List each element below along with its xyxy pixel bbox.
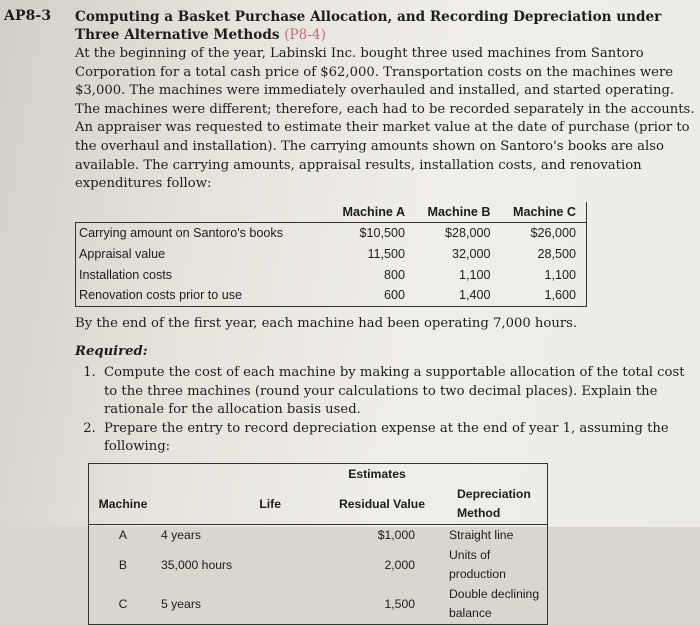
row-label: Installation costs [76, 265, 330, 286]
required-list [75, 364, 695, 457]
row-label: Appraisal value [76, 244, 330, 265]
required-item-2: 2. Prepare the entry to record depreciation expense at the end of year 1, assuming the following: [100, 420, 695, 457]
header-machine: Machine [89, 484, 158, 524]
cell-machine: A [118, 527, 128, 542]
cell-machine-a: 800 [384, 267, 406, 282]
cell-machine-c: 1,100 [501, 265, 587, 286]
cell-life: 4 years [161, 527, 201, 542]
header-machine-a: Machine A [330, 202, 415, 223]
cell-residual: 2,000 [384, 557, 415, 572]
cell-machine-a: $10,500 [359, 226, 406, 241]
header-blank [76, 202, 330, 223]
row-label: Carrying amount on Santoro's books [76, 223, 330, 244]
problem-body: At the beginning of the year, Labinski Inc. bought three used machines from Santoro Corporation for a total cash price of $62,000. Transportation costs on the machines were $3,000. The machines were immediately overhauled and installed, and started operating. The machines were different; therefore, each had to be recorded separately in the accounts. An appraiser was requested to estimate their market value at the date of purchase (prior to the overhaul and installation). The carrying amounts shown on Santoro's books are also available. The carrying amounts, appraisal results, installation costs, and renovation expenditures follow: [75, 46, 695, 192]
cell-machine-b: 1,100 [459, 267, 491, 282]
cell-machine-c: $26,000 [501, 223, 587, 244]
header-life: Life [157, 484, 321, 524]
table-row [76, 223, 587, 244]
problem-code: AP8-3 [4, 8, 52, 24]
cell-machine-b: $28,000 [444, 226, 491, 241]
operating-hours-note: By the end of the first year, each machine had been operating 7,000 hours. [75, 315, 578, 331]
cell-life: 35,000 hours [161, 557, 233, 572]
problem-content [75, 8, 695, 625]
table-row [89, 545, 548, 584]
problem-title-text: Computing a Basket Purchase Allocation, and Recording Depreciation under Three Alternative Methods [75, 9, 662, 43]
cell-method: Double declining balance [449, 587, 540, 621]
cell-machine: C [118, 596, 128, 611]
header-residual-value: Residual Value [321, 484, 433, 524]
cell-residual: 1,500 [384, 596, 415, 611]
group-blank [433, 463, 548, 484]
cell-method: Straight line [449, 527, 514, 542]
cell-machine-a: 11,500 [367, 246, 406, 261]
table-row [76, 265, 587, 286]
estimates-header: Estimates [348, 466, 406, 481]
machine-costs-table [75, 202, 587, 307]
required-item-1: 1. Compute the cost of each machine by making a supportable allocation of the total cost to the three machines (round your calculations to two decimal places). Explain the rationale for the allocation basis used. [100, 364, 695, 420]
table-row [89, 524, 548, 545]
group-blank [157, 463, 321, 484]
problem-title [75, 8, 695, 44]
table-header-row [89, 484, 548, 524]
required-heading: Required: [75, 344, 148, 360]
table-row [76, 285, 587, 306]
table-header-row [76, 202, 587, 223]
cell-machine-b: 1,400 [415, 285, 500, 306]
cell-residual: $1,000 [377, 527, 415, 542]
cell-machine-a: 600 [330, 285, 415, 306]
header-depreciation-method: Depreciation Method [433, 484, 548, 524]
table-row [76, 244, 587, 265]
cell-machine-b: 32,000 [451, 246, 491, 261]
estimates-group-row [89, 463, 548, 484]
cell-machine: B [118, 557, 128, 572]
cell-method: Units of production [449, 548, 506, 581]
group-blank [89, 463, 158, 484]
problem-reference: (P8-4) [284, 27, 326, 43]
cell-machine-c: 1,600 [501, 285, 587, 306]
depreciation-estimates-table [88, 463, 548, 625]
table-row [89, 584, 548, 624]
header-machine-b: Machine B [415, 202, 500, 223]
row-label: Renovation costs prior to use [76, 285, 330, 306]
cell-machine-c: 28,500 [501, 244, 587, 265]
header-machine-c: Machine C [501, 202, 587, 223]
cell-life: 5 years [161, 596, 201, 611]
